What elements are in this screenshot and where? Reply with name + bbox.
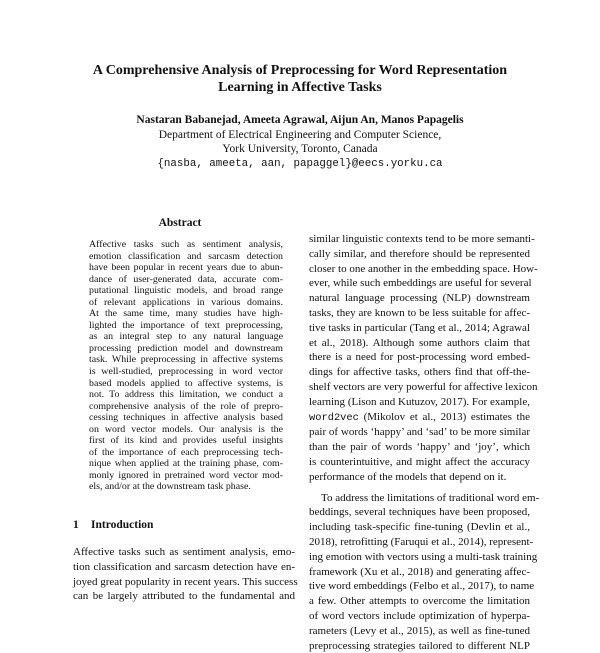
text-line: nique when applied at the training phase, com- — [89, 458, 283, 470]
text-line: joyed great popularity in recent years. This success — [73, 575, 298, 588]
text-line: ever, while such embeddings are useful for several — [309, 277, 532, 290]
text-line: shelf vectors are very powerful for affective lexicon — [309, 380, 538, 393]
text-line: tion classification and sarcasm detection have en- — [73, 560, 295, 573]
inline-code: word2vec — [309, 411, 359, 424]
text-line: closer to one another in the embedding space. How- — [309, 262, 538, 275]
author-block — [60, 113, 540, 171]
text-line: preprocessing strategies tailored to different NLP — [309, 639, 530, 652]
right-column-paragraph-1-continued — [309, 425, 530, 484]
text-line: than the pair of words ‘happy’ and ‘joy’, which — [309, 441, 530, 454]
text-line: can be largely attributed to the fundamental and — [73, 590, 295, 603]
abstract-heading: Abstract — [158, 217, 202, 229]
text-line: tive tasks in particular (Tang et al., 2014; Agrawal — [309, 321, 530, 334]
paper-title-line-2: Learning in Affective Tasks — [218, 80, 382, 95]
text-line: comprehensive analysis of the role of prepro- — [89, 400, 283, 412]
text-line: is well-studied, preprocessing in word vector — [89, 366, 283, 378]
text-line: on word vector models. Our analysis is the — [89, 423, 283, 435]
text-line: there is a need for post-processing word embed- — [309, 351, 530, 364]
paper-title-line-1: A Comprehensive Analysis of Preprocessing for Word Representation — [92, 63, 508, 78]
text-line: tive word embeddings (Felbo et al., 2017), to name — [309, 580, 535, 593]
text-line: have been popular in recent years due to abun- — [89, 262, 283, 274]
author-department: Department of Electrical Engineering and Computer Science, — [158, 128, 442, 141]
text-line: dance of user-generated data, accurate com- — [89, 273, 283, 285]
text-line: as an integral step to any natural language — [89, 331, 283, 343]
text-line: Affective tasks such as sentiment analysis, — [89, 239, 283, 250]
text-line: rameters (Levy et al., 2015), as well as fine-tuned — [309, 624, 530, 637]
text-line: including task-specific fine-tuning (Devlin et al., — [309, 521, 530, 534]
text-line: pair of words ‘happy’ and ‘sad’ to be more similar — [309, 426, 530, 439]
text-line: To address the limitations of traditional word em- — [321, 491, 540, 504]
section-title: Introduction — [91, 519, 154, 531]
text-line: performance of the models that depend on it. — [309, 470, 507, 483]
text-line: ing emotion with vectors using a multi-task training — [309, 550, 538, 563]
paper-title — [60, 62, 540, 96]
text-line: of relevant applications in various domains. — [89, 296, 283, 308]
text-line: first of its kind and provides useful insights — [89, 435, 283, 447]
text-line: 2018), retrofitting (Faruqui et al., 2014), represent- — [309, 535, 534, 548]
text-line: monly ignored in pretrained word vector mod- — [89, 469, 283, 481]
text-line: et al., 2018). Although some authors claim that — [309, 336, 530, 349]
text-line: At the same time, many studies have high- — [89, 308, 283, 320]
text-line: lighted the importance of text preprocessing, — [89, 319, 283, 331]
right-column — [309, 232, 540, 653]
text-line: cally similar, and therefore should be represented — [309, 247, 530, 260]
text-line: els, and/or at the downstream task phase. — [89, 481, 251, 493]
right-column-paragraph-2 — [309, 491, 540, 653]
text-line: natural language processing (NLP) downstream — [309, 292, 530, 305]
text-line: task. While preprocessing in affective systems — [89, 354, 283, 366]
text-line: emotion classification and sarcasm detection — [89, 250, 283, 262]
text-line: not. To address this limitation, we conduct a — [89, 389, 283, 401]
text-line: a few. Other attempts to overcome the limitation — [309, 595, 530, 608]
text-line: of the importance of each preprocessing tech- — [89, 446, 283, 458]
text-line — [309, 410, 530, 426]
text-line: Affective tasks such as sentiment analysis, emo- — [73, 546, 295, 558]
right-column-paragraph-1 — [309, 232, 538, 410]
text-line: putational linguistic models, and broad range — [89, 285, 283, 297]
text-line: beddings, several techniques have been proposed, — [309, 506, 530, 519]
introduction-body — [73, 545, 298, 604]
text-line: similar linguistic contexts tend to be more semanti- — [309, 233, 535, 245]
author-email: {nasba, ameeta, aan, papaggel}@eecs.yorku.ca — [157, 157, 443, 170]
text-line: of word vectors include optimization of hyperpa- — [309, 609, 530, 622]
abstract-body — [89, 239, 283, 493]
section-heading-introduction — [73, 519, 153, 531]
text-line: framework (Xu et al., 2018) and generating affec- — [309, 565, 530, 578]
text-line: processing prediction model and downstream — [89, 342, 283, 354]
text-line: learning (Lison and Kutuzov, 2017). For example, — [309, 395, 530, 408]
section-number: 1 — [73, 519, 79, 531]
inline-text: (Mikolov et al., 2013) estimates the — [358, 410, 530, 423]
text-line: tasks, they are known to be less suitable for affec- — [309, 306, 530, 319]
author-location: York University, Toronto, Canada — [222, 143, 378, 156]
text-line: is counterintuitive, and might affect the accuracy — [309, 455, 530, 468]
text-line: dings for affective tasks, others find that off-the- — [309, 366, 530, 379]
author-names: Nastaran Babanejad, Ameeta Agrawal, Aijun An, Manos Papagelis — [136, 114, 464, 126]
text-line: cessing techniques in affective analysis based — [89, 412, 283, 424]
text-line: based models applied to affective systems, is — [89, 377, 283, 389]
